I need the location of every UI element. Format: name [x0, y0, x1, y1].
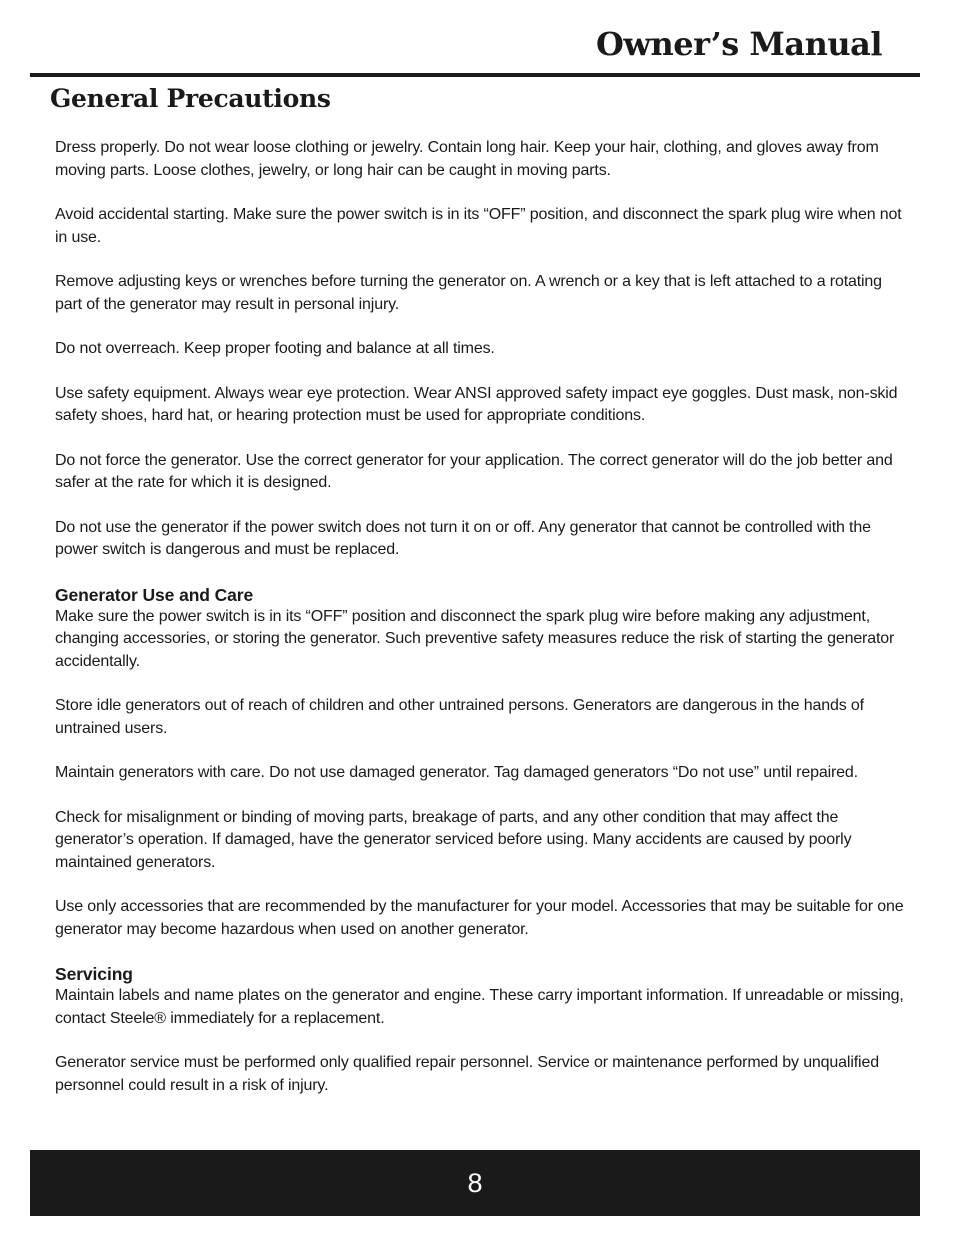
page-content	[55, 137, 905, 1119]
page-number: 8	[467, 1167, 483, 1198]
paragraph: Use only accessories that are recommended by the manufacturer for your model. Accessories that may be suitable for one generator may become hazardous when used on another generator.	[55, 898, 904, 938]
paragraph: Do not use the generator if the power switch does not turn it on or off. Any generator that cannot be controlled with the power switch is dangerous and must be replaced.	[55, 518, 871, 558]
paragraph: Dress properly. Do not wear loose clothing or jewelry. Contain long hair. Keep your hair, clothing, and gloves away from moving parts. Loose clothes, jewelry, or long hair can be caught in moving parts.	[55, 139, 879, 179]
paragraph: Do not overreach. Keep proper footing and balance at all times.	[55, 340, 495, 357]
paragraph: Generator service must be performed only qualified repair personnel. Service or maintenance performed by unqualified personnel could result in a risk of injury.	[55, 1054, 879, 1094]
paragraph: Check for misalignment or binding of moving parts, breakage of parts, and any other condition that may affect the generator’s operation. If damaged, have the generator serviced before using. Many accidents are caused by poorly maintained generators.	[55, 808, 852, 871]
paragraph: Maintain generators with care. Do not use damaged generator. Tag damaged generators “Do not use” until repaired.	[55, 764, 858, 781]
header-divider	[30, 73, 920, 77]
paragraph: Use safety equipment. Always wear eye protection. Wear ANSI approved safety impact eye goggles. Dust mask, non-skid safety shoes, hard hat, or hearing protection must be used for appropriate conditions.	[55, 384, 898, 424]
paragraph: Store idle generators out of reach of children and other untrained persons. Generators are dangerous in the hands of untrained users.	[55, 697, 864, 737]
manual-title: Owner’s Manual	[596, 25, 882, 63]
paragraph: Do not force the generator. Use the correct generator for your application. The correct generator will do the job better and safer at the rate for which it is designed.	[55, 451, 893, 491]
subsection-heading-servicing: Servicing	[55, 964, 133, 984]
paragraph: Avoid accidental starting. Make sure the power switch is in its “OFF” position, and disconnect the spark plug wire when not in use.	[55, 206, 902, 246]
footer-bar	[30, 1150, 920, 1216]
paragraph: Maintain labels and name plates on the generator and engine. These carry important information. If unreadable or missing, contact Steele® immediately for a replacement.	[55, 987, 904, 1027]
section-title: General Precautions	[50, 84, 331, 113]
subsection-heading-use-and-care: Generator Use and Care	[55, 584, 254, 605]
paragraph: Remove adjusting keys or wrenches before turning the generator on. A wrench or a key that is left attached to a rotating part of the generator may result in personal injury.	[55, 273, 882, 313]
paragraph: Make sure the power switch is in its “OFF” position and disconnect the spark plug wire before making any adjustment, changing accessories, or storing the generator. Such preventive safety measures reduce the risk of starting the generator accidentally.	[55, 607, 895, 670]
